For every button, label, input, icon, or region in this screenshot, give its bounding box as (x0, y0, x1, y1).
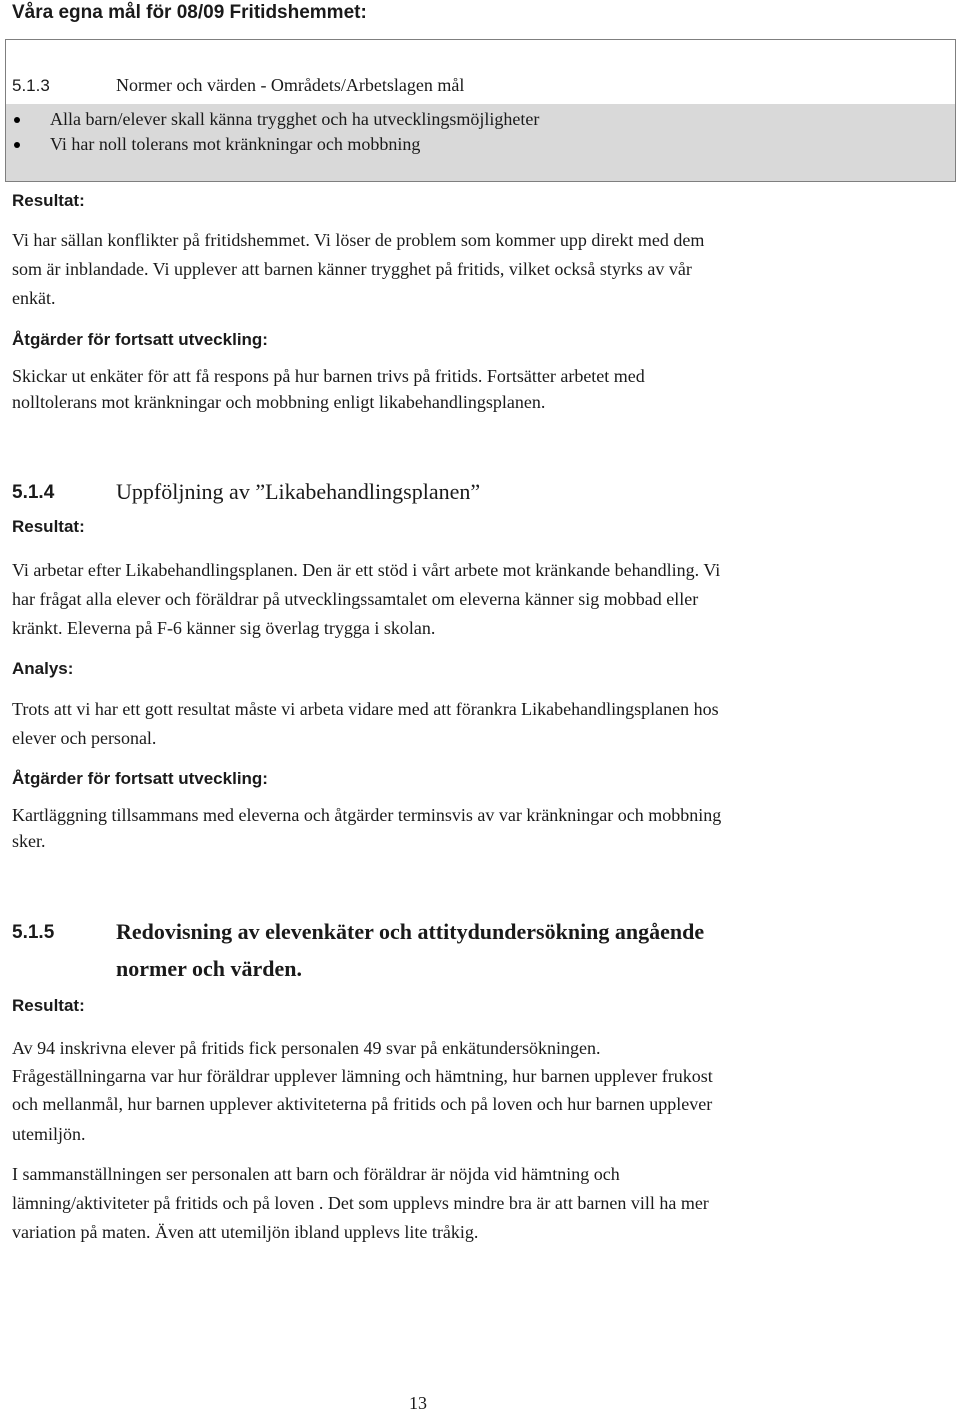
result-label-514: Resultat: (12, 517, 85, 536)
summary-line: I sammanställningen ser personalen att barn och föräldrar är nöjda vid hämtning och (12, 1164, 620, 1184)
actions-line: Kartläggning tillsammans med eleverna och åtgärder terminsvis av var kränkningar och mobbning (12, 805, 722, 825)
result-line: Frågeställningarna var hur föräldrar upplever lämning och hämtning, hur barnen upplever frukost (12, 1066, 713, 1086)
actions-line: nolltolerans mot kränkningar och mobbning enligt likabehandlingsplanen. (12, 392, 546, 412)
result-line: Vi har sällan konflikter på fritidshemmet. Vi löser de problem som kommer upp direkt med dem (12, 230, 705, 250)
result-line: som är inblandade. Vi upplever att barnen känner trygghet på fritids, vilket också styrks av vår (12, 259, 692, 279)
result-line: Av 94 inskrivna elever på fritids fick personalen 49 svar på enkätundersökningen. (12, 1038, 601, 1058)
section-number-513: 5.1.3 (12, 76, 50, 95)
result-line: utemiljön. (12, 1124, 86, 1144)
section-title-515-line1: Redovisning av elevenkäter och attitydundersökning angående (116, 919, 705, 944)
summary-line: lämning/aktiviteter på fritids och på loven . Det som upplevs mindre bra är att barnen vill ha mer (12, 1193, 709, 1213)
result-label-515: Resultat: (12, 996, 85, 1015)
result-line: har frågat alla elever och föräldrar på utvecklingssamtalet om eleverna känner sig mobbad eller (12, 589, 699, 609)
result-label-513: Resultat: (12, 191, 85, 210)
goal-bullet-1: Alla barn/elever skall känna trygghet och ha utvecklingsmöjligheter (50, 109, 540, 129)
result-line: kränkt. Eleverna på F-6 känner sig överlag trygga i skolan. (12, 618, 436, 638)
page-number: 13 (409, 1393, 427, 1413)
actions-line: Skickar ut enkäter för att få respons på hur barnen trivs på fritids. Fortsätter arbetet med (12, 366, 645, 386)
goal-bullet-2: Vi har noll tolerans mot kränkningar och mobbning (50, 134, 421, 154)
result-line: och mellanmål, hur barnen upplever aktiviteterna på fritids och på loven och hur barnen upplever (12, 1094, 713, 1114)
analysis-label-514: Analys: (12, 659, 74, 678)
section-title-513: Normer och värden - Områdets/Arbetslagen mål (116, 75, 465, 95)
analysis-line: Trots att vi har ett gott resultat måste vi arbeta vidare med att förankra Likabehandlingsplanen hos (12, 699, 719, 719)
section-number-514: 5.1.4 (12, 482, 55, 503)
section-number-515: 5.1.5 (12, 922, 55, 943)
section-title-514: Uppföljning av ”Likabehandlingsplanen” (116, 479, 481, 504)
page-title: Våra egna mål för 08/09 Fritidshemmet: (12, 2, 367, 23)
result-line: enkät. (12, 288, 56, 308)
bullet-icon (14, 117, 20, 123)
analysis-line: elever och personal. (12, 728, 157, 748)
section-title-515-line2: normer och värden. (116, 956, 302, 981)
result-line: Vi arbetar efter Likabehandlingsplanen. Den är ett stöd i vårt arbete mot kränkande behandling. Vi (12, 560, 721, 580)
summary-line: variation på maten. Även att utemiljön ibland upplevs lite tråkig. (12, 1222, 479, 1242)
actions-label-513: Åtgärder för fortsatt utveckling: (12, 330, 268, 349)
actions-line: sker. (12, 831, 46, 851)
actions-label-514: Åtgärder för fortsatt utveckling: (12, 769, 268, 788)
bullet-icon (14, 142, 20, 148)
